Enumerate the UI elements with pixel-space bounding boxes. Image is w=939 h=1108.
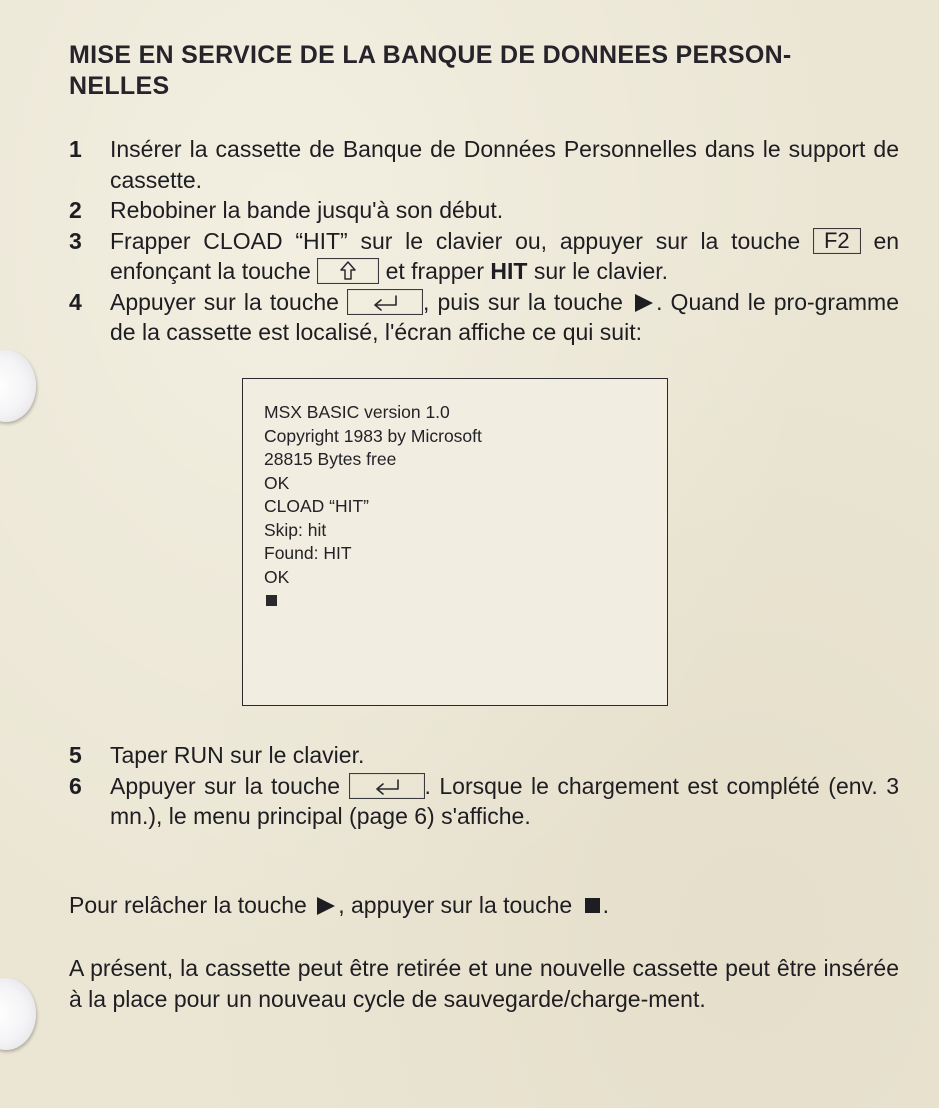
step-number: 1 xyxy=(69,136,82,162)
step-text: Taper RUN sur le clavier. xyxy=(110,742,365,768)
shift-arrow-icon xyxy=(340,261,356,281)
step-6 xyxy=(69,771,899,832)
binder-hole-top xyxy=(0,350,36,422)
step-2 xyxy=(69,195,899,226)
binder-hole-bottom xyxy=(0,978,36,1050)
section-heading xyxy=(69,40,909,102)
stop-square-icon xyxy=(585,898,600,913)
step-text xyxy=(110,226,899,287)
screen-line: OK xyxy=(264,566,290,587)
para1-text-b: , appuyer sur la touche xyxy=(338,892,573,918)
step-3 xyxy=(69,226,899,287)
step-number: 4 xyxy=(69,288,82,315)
step-3-text-a: Frapper CLOAD “HIT” sur le clavier ou, appuyer sur la touche xyxy=(110,227,801,254)
step-6-text-a: Appuyer sur la touche xyxy=(110,772,341,799)
msx-screen-output xyxy=(242,378,668,706)
step-4 xyxy=(69,287,899,348)
step-3-bold: HIT xyxy=(490,258,528,284)
step-text xyxy=(110,771,899,832)
heading-text: MISE EN SERVICE DE LA BANQUE DE DONNEES PERSON- NELLES xyxy=(69,41,792,100)
block-cursor-icon xyxy=(266,595,277,606)
step-1 xyxy=(69,134,899,195)
closing-paragraph: A présent, la cassette peut être retirée et une nouvelle cassette peut être insérée à la place pour un nouveau cycle de sauvegarde/charge-ment. xyxy=(69,955,899,1012)
screen-cursor-line xyxy=(264,589,482,613)
f2-key-label: F2 xyxy=(823,227,850,253)
screen-lines xyxy=(264,401,482,613)
step-text: Insérer la cassette de Banque de Données Personnelles dans le support de cassette. xyxy=(110,136,899,193)
para1-text-c: . xyxy=(602,892,609,918)
step-6-text-b: . Lorsque le chargement est complété (env. 3 mn.), le menu principal (page 6) s'affiche. xyxy=(110,772,899,829)
play-triangle-icon xyxy=(317,897,335,915)
screen-line: CLOAD “HIT” xyxy=(264,496,369,516)
step-number: 6 xyxy=(69,772,82,799)
step-4-text-b: , puis sur la touche xyxy=(423,288,623,315)
screen-line: MSX BASIC version 1.0 xyxy=(264,402,450,422)
release-key-paragraph xyxy=(69,890,899,921)
step-text xyxy=(110,287,899,348)
step-number: 5 xyxy=(69,742,82,768)
play-triangle-icon xyxy=(635,294,653,312)
step-3-text-c: et frapper xyxy=(385,258,485,284)
step-5 xyxy=(69,740,899,771)
f2-key xyxy=(813,228,861,254)
step-text: Rebobiner la bande jusqu'à son début. xyxy=(110,197,504,223)
step-number: 2 xyxy=(69,197,82,223)
step-3-text-b: en enfonçant la touche xyxy=(110,227,900,284)
return-key xyxy=(349,773,425,799)
shift-key xyxy=(317,258,379,284)
step-number: 3 xyxy=(69,227,82,254)
return-arrow-icon xyxy=(372,778,402,796)
screen-line: Found: HIT xyxy=(264,543,352,563)
screen-line: 28815 Bytes free xyxy=(264,449,397,469)
step-4-text-a: Appuyer sur la touche xyxy=(110,288,339,315)
steps-list-top xyxy=(69,134,899,348)
step-3-text-d: sur le clavier. xyxy=(533,258,669,284)
para1-text-a: Pour relâcher la touche xyxy=(69,892,307,918)
return-key xyxy=(347,289,423,315)
screen-line: Skip: hit xyxy=(264,519,327,540)
step-4-text-c: . Quand le pro-gramme de la cassette est localisé, l'écran affiche ce qui suit: xyxy=(110,288,899,345)
screen-line: OK xyxy=(264,472,290,493)
return-arrow-icon xyxy=(370,294,400,312)
steps-list-bottom xyxy=(69,740,899,832)
screen-line: Copyright 1983 by Microsoft xyxy=(264,425,482,446)
